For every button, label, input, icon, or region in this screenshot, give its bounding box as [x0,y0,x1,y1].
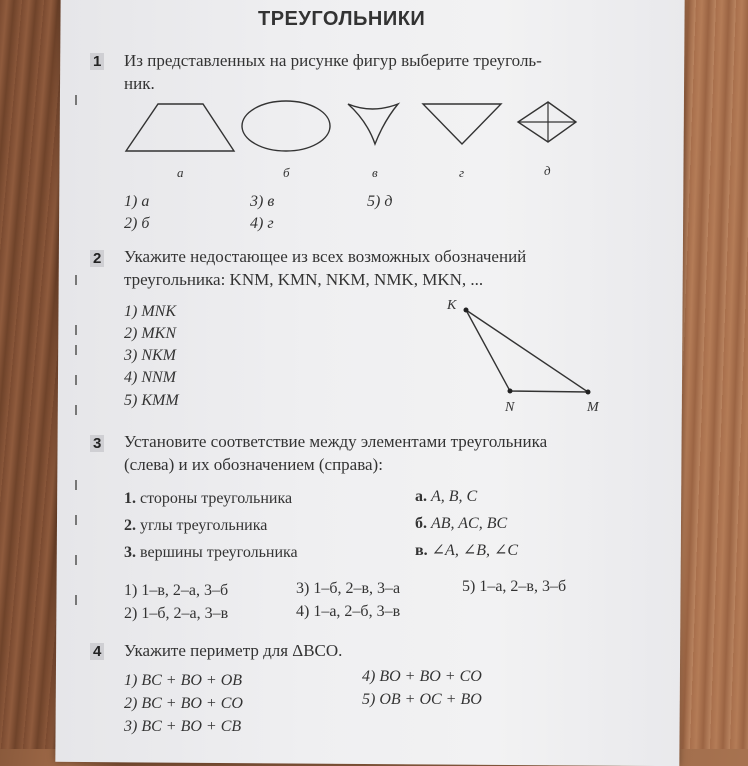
figure-label: д [544,163,551,178]
answer-option[interactable]: 2) 1–б, 2–а, 3–в [124,605,229,622]
margin-mark [75,375,77,385]
ellipse-figure [242,101,330,151]
answer-option[interactable]: 1) а [124,193,150,210]
match-left-item: 3. вершины треугольника [124,544,298,561]
match-right-item: в. ∠A, ∠B, ∠C [415,542,519,559]
question-text: Установите соответствие между элементами треугольника [124,432,548,451]
triangle-knm [466,310,588,392]
triangle-figure [423,104,501,144]
question-number: 2 [90,250,104,267]
page-title: ТРЕУГОЛЬНИКИ [258,8,426,30]
question-text: треугольника: KNM, KMN, NKM, NMK, MKN, ... [124,270,484,289]
margin-mark [75,345,77,355]
answer-option[interactable]: 4) BO + BO + CO [362,668,482,685]
answer-option[interactable]: 5) д [367,193,393,210]
question-number: 3 [90,435,104,452]
vertex-label: K [447,298,457,313]
question-text: Из представленных на рисунке фигур выберите треуголь- [124,51,542,70]
margin-mark [75,405,77,415]
answer-option[interactable]: 5) OB + OC + BO [362,691,482,708]
question-number: 4 [90,643,104,660]
figure-label: а [177,165,184,180]
figures-illustration [118,96,598,186]
question-text: Укажите периметр для ΔBCO. [124,641,343,660]
table-surface-right [676,0,748,749]
figure-label: в [372,165,378,180]
vertex-label: N [505,400,515,415]
answer-option[interactable]: 2) б [124,215,150,232]
answer-option[interactable]: 2) BC + BO + CO [124,695,243,712]
match-right-item: а. A, B, C [415,488,478,505]
answer-option[interactable]: 2) MKN [124,325,176,342]
margin-mark [75,325,77,335]
figure-label: г [459,165,465,180]
question-number: 1 [90,53,104,70]
question-text: Укажите недостающее из всех возможных обозначений [124,247,527,266]
vertex-label: M [587,400,599,415]
match-left-item: 1. стороны треугольника [124,490,293,507]
match-left-item: 2. углы треугольника [124,517,268,534]
answer-option[interactable]: 5) 1–а, 2–в, 3–б [462,578,567,595]
margin-mark [75,515,77,525]
triangle-knm-diagram [455,300,605,400]
trapezoid-figure [126,104,234,151]
answer-option[interactable]: 1) BC + BO + OB [124,672,243,689]
question-text: (слева) и их обозначением (справа): [124,455,383,474]
answer-option[interactable]: 4) г [250,215,274,232]
margin-mark [75,595,77,605]
answer-option[interactable]: 3) в [250,193,275,210]
answer-option[interactable]: 4) NNM [124,369,176,386]
answer-option[interactable]: 1) MNK [124,303,176,320]
match-right-item: б. AB, AC, BC [415,515,508,532]
margin-mark [75,275,77,285]
figure-label: б [283,165,290,180]
concave-triangle-figure [348,104,398,144]
answer-option[interactable]: 3) BC + BO + CB [124,718,242,735]
margin-mark [75,95,77,105]
answer-option[interactable]: 3) 1–б, 2–в, 3–а [296,580,401,597]
margin-mark [75,480,77,490]
answer-option[interactable]: 1) 1–в, 2–а, 3–б [124,582,229,599]
answer-option[interactable]: 3) NKM [124,347,176,364]
margin-mark [75,555,77,565]
question-text: ник. [124,74,155,93]
answer-option[interactable]: 4) 1–а, 2–б, 3–в [296,603,401,620]
answer-option[interactable]: 5) KMM [124,392,179,409]
